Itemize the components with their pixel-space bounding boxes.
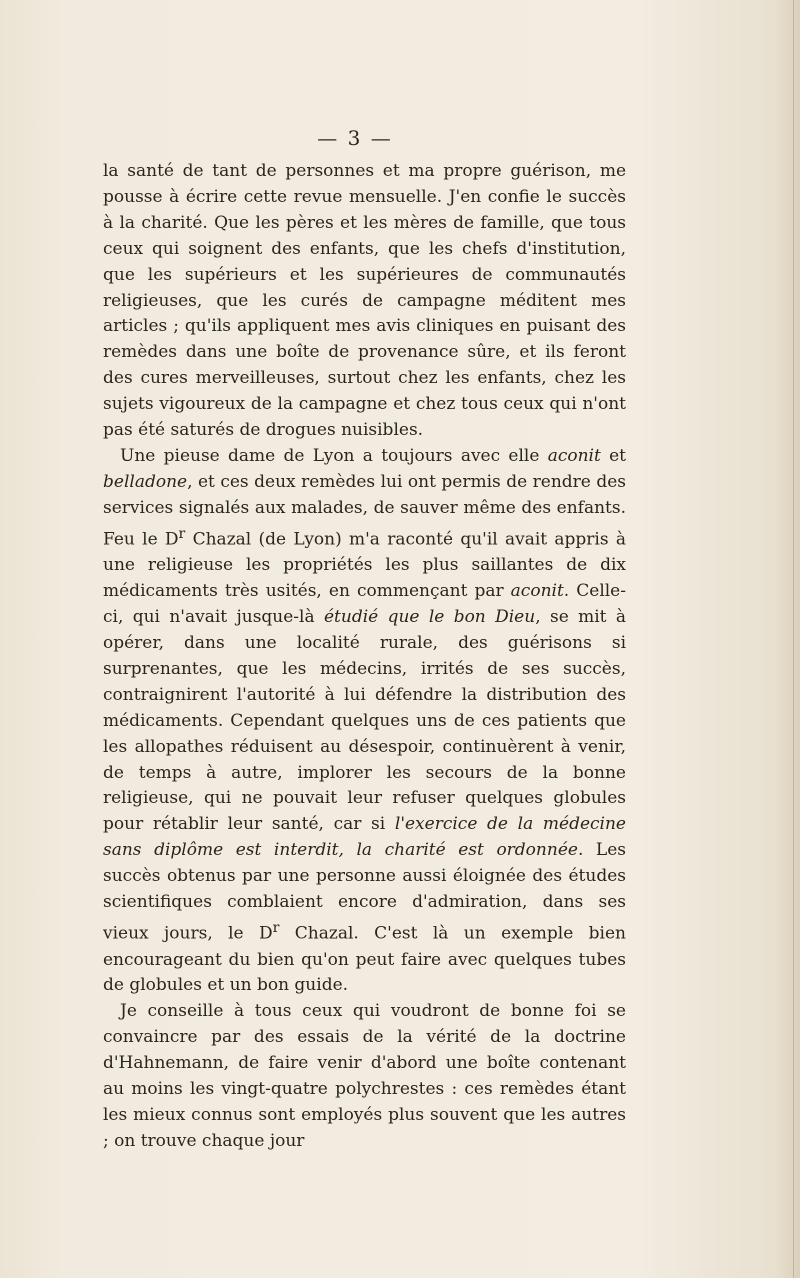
italic-aconit-2: aconit [510, 581, 564, 602]
italic-belladone: belladone [103, 471, 188, 492]
p2-text-1: Une pieuse dame de Lyon a toujours avec elle [120, 445, 548, 466]
p2-text-2: et [600, 445, 627, 466]
paragraph-3: Je conseille à tous ceux qui voudront de bonne foi se convaincre par des essais de la vérité de la doctrine d'Hahnemann, de faire venir d'abord une boîte contenant au moins les vingt-quatre polychrestes : ces remèdes étant les mieux connus sont employés plus souvent que les autres ; on trouve chaque jour [103, 1001, 626, 1151]
body-text [103, 159, 626, 1155]
p2-text-6: , se mit à opérer, dans une localité rurale, des guérisons si surprenantes, que les médecins, irrités de ses succès, contraignirent l'autorité à lui défendre la distribution des médicaments. Cependant quelques uns de ces patients que les allopathes réduisent au désespoir, continuèrent à venir, de temps à autre, implorer les secours de la bonne religieuse, qui ne pouvait leur refuser quelques globules pour rétablir leur santé, car si [103, 607, 626, 835]
p2-text-7: . Les succès obtenus par une personne aussi éloignée des études scientifiques comblaient encore d'admiration, dans ses vieux jours, le D [103, 840, 626, 944]
italic-aconit: aconit [547, 445, 601, 466]
page-edge [793, 0, 794, 1278]
p2-text-8: Chazal. C'est là un exemple bien encourageant du bien qu'on peut faire avec quelques tubes de globules et un bon guide. [103, 923, 626, 996]
page-number: — 3 — [317, 126, 393, 150]
paragraph-1: la santé de tant de personnes et ma propre guérison, me pousse à écrire cette revue mensuelle. J'en confie le succès à la charité. Que les pères et les mères de famille, que tous ceux qui soignent des enfants, que les chefs d'institution, que les supérieurs et les supérieures de communautés religieuses, que les curés de campagne méditent mes articles ; qu'ils appliquent mes avis cliniques en puisant des remèdes dans une boîte de provenance sûre, et ils feront des cures merveilleuses, surtout chez les enfants, chez les sujets vigoureux de la campagne et chez tous ceux qui n'ont pas été saturés de drogues nuisibles. [103, 161, 626, 441]
italic-exercice: l'exercice de la médecine sans diplôme est interdit, la charité est ordonnée [103, 814, 626, 861]
paragraph-2 [103, 444, 626, 999]
p2-text-5: . Celle-ci, qui n'avait jusque-là [103, 581, 626, 628]
p2-text-4: Chazal (de Lyon) m'a raconté qu'il avait appris à une religieuse les propriétés les plus saillantes de dix médicaments très usités, en commençant par [103, 529, 626, 602]
superscript-r: r [178, 525, 186, 542]
p2-text-3: , et ces deux remèdes lui ont permis de rendre des services signalés aux malades, de sauver même des enfants. Feu le D [103, 471, 626, 550]
superscript-r-2: r [272, 919, 280, 936]
italic-etudie: étudié que le bon Dieu [324, 607, 536, 628]
